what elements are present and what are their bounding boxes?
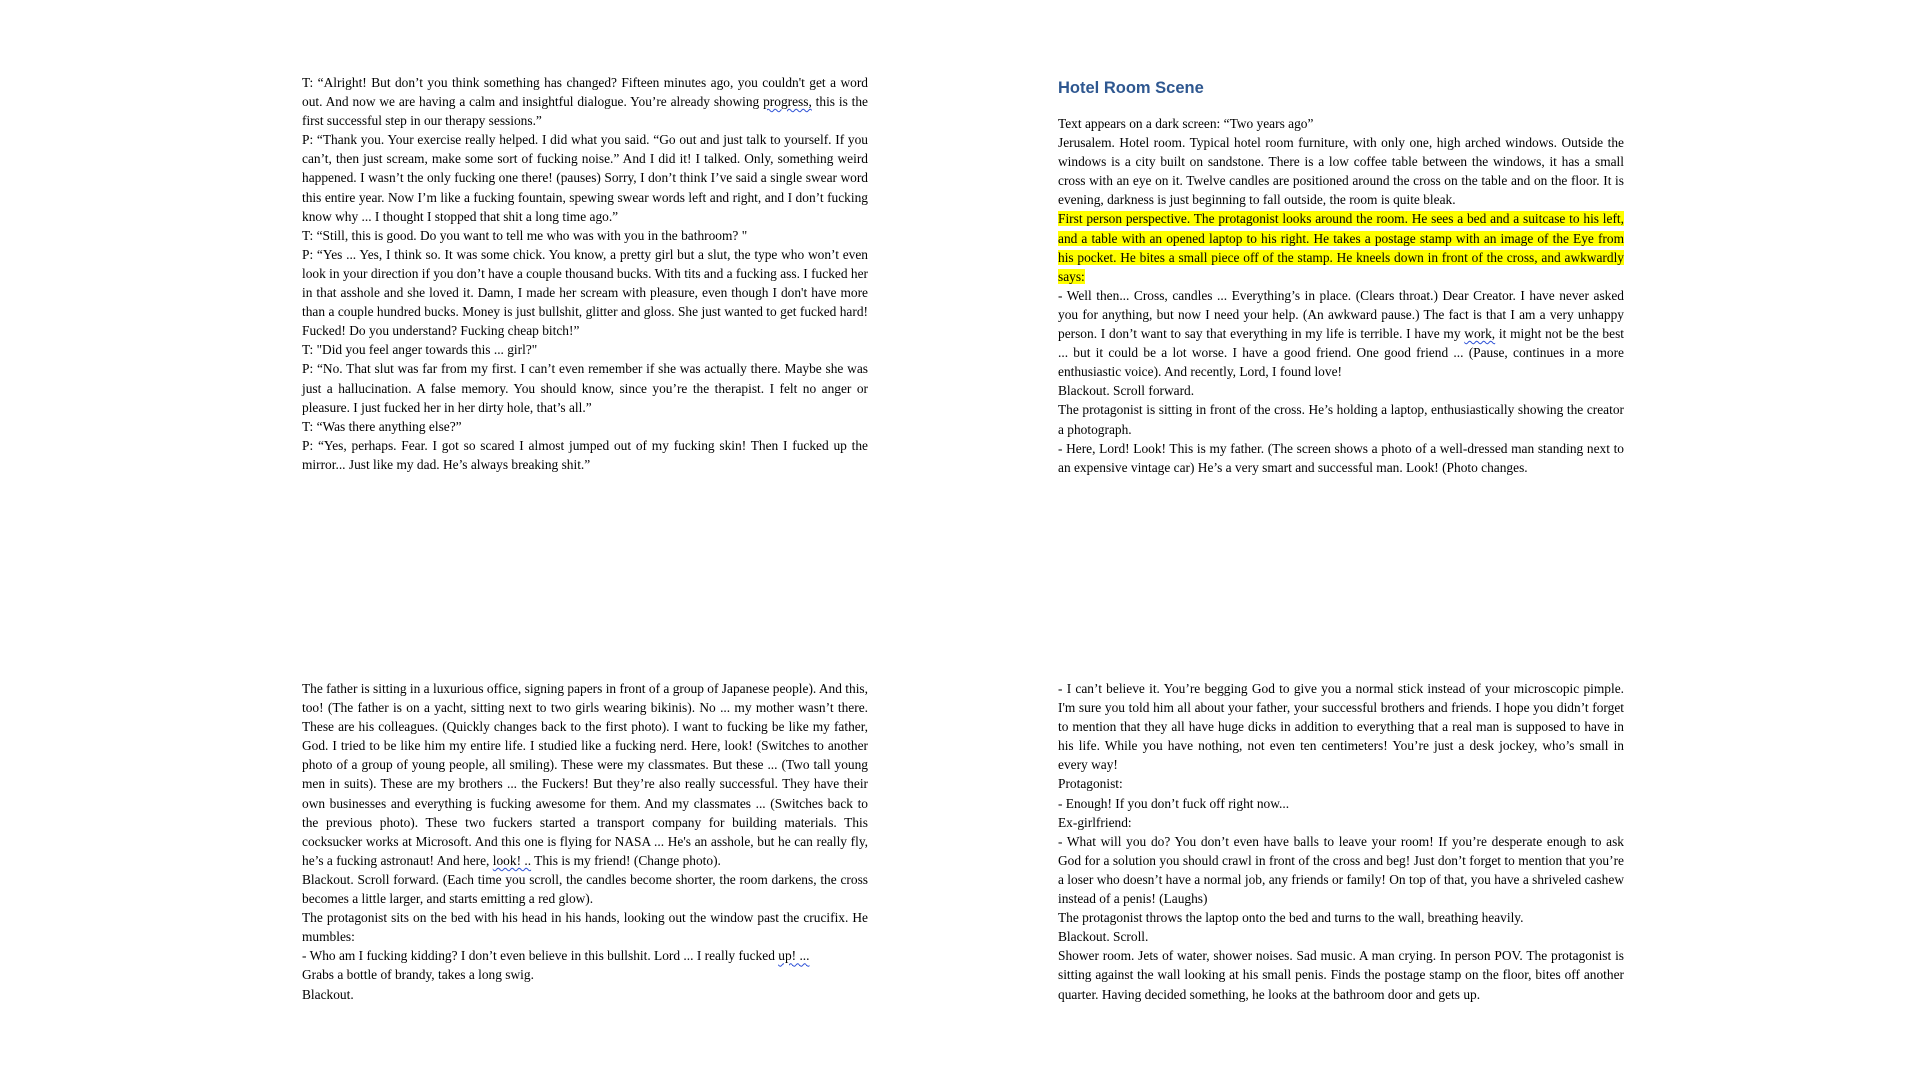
text-run: Blackout. Scroll forward.	[1058, 383, 1195, 399]
text-run: The protagonist throws the laptop onto the bed and turns to the wall, breathing heavily.	[1058, 910, 1524, 926]
text-run: T: “Alright! But don’t you think something has changed? Fifteen minutes ago, you couldn't get a word out. And now we are having a calm and insightful dialogue. You’re already showing	[302, 75, 868, 110]
text-run: P: “Thank you. Your exercise really helped. I did what you said. “Go out and just talk to yourself. If you can’t, then just scream, make some sort of fucking noise.” And I did it! I talked. Only, something weird happened. I wasn’t the only fucking one there! (pauses) Sorry, I don’t think I’ve said a single swear word this entire year. Now I’m like a fucking fountain, spewing swear words left and right, and I don’t fucking know why ... I thought I stopped that shit a long time ago.”	[302, 132, 868, 224]
paragraph	[1058, 439, 1624, 477]
paragraph	[1058, 774, 1624, 793]
paragraph	[1058, 908, 1624, 927]
paragraph	[302, 130, 868, 225]
text-run: - Enough! If you don’t fuck off right now...	[1058, 795, 1290, 811]
document-page-4	[1058, 679, 1624, 1004]
paragraph	[302, 340, 868, 359]
text-run: - Here, Lord! Look! This is my father. (The screen shows a photo of a well-dressed man standing next to an expensive vintage car) He’s a very smart and successful man. Look! (Photo changes.	[1058, 440, 1624, 475]
paragraph	[302, 870, 868, 908]
text-run: Text appears on a dark screen: “Two years ago”	[1058, 116, 1314, 131]
paragraph	[302, 946, 868, 965]
text-run: T: "Did you feel anger towards this ... girl?"	[302, 342, 538, 358]
text-run: The protagonist sits on the bed with his head in his hands, looking out the window past the crucifix. He mumbles:	[302, 910, 868, 945]
document-page-3	[302, 679, 868, 1004]
paragraph	[1058, 832, 1624, 908]
paragraph	[302, 226, 868, 245]
spellcheck-flag: work,	[1464, 326, 1496, 342]
text-run: Shower room. Jets of water, shower noises. Sad music. A man crying. In person POV. The protagonist is sitting against the wall looking at his small penis. Finds the postage stamp on the floor, bites off another quarter. Having decided something, he looks at the bathroom door and gets up.	[1058, 948, 1624, 1002]
highlighted-text: First person perspective. The protagonist looks around the room. He sees a bed and a suitcase to his left, and a table with an opened laptop to his right. He takes a postage stamp with an image of the Eye from his pocket. He bites a small piece off of the stamp. He kneels down in front of the cross, and awkwardly says:	[1058, 211, 1624, 284]
paragraph	[302, 985, 868, 1004]
paragraph	[1058, 381, 1624, 400]
document-page-1	[302, 73, 868, 474]
paragraph	[1058, 813, 1624, 832]
text-run: T: “Was there anything else?”	[302, 418, 462, 434]
paragraph	[1058, 927, 1624, 946]
paragraph	[302, 965, 868, 984]
text-run: - Who am I fucking kidding? I don’t even believe in this bullshit. Lord ... I really fucked	[302, 948, 779, 964]
text-run: P: “Yes ... Yes, I think so. It was some chick. You know, a pretty girl but a slut, the type who won’t even look in your direction if you don’t have a couple thousand bucks. With tits and a fucking ass. I fucked her in that asshole and she loved it. Damn, I made her scream with pleasure, even though I don't have more than a couple hundred bucks. Money is just bullshit, glitter and gloss. She just wanted to get fucked hard! Fucked! Do you understand? Fucking cheap bitch!”	[302, 246, 868, 339]
text-run: The father is sitting in a luxurious office, signing papers in front of a group of Japanese people). And this, too! (The father is on a yacht, sitting next to two girls wearing bikinis). No ... my mother wasn’t there. These are his colleagues. (Quickly changes back to the first photo). I want to fucking be like my father, God. I tried to be like him my entire life. I studied like a fucking nerd. Here, look! (Switches to another photo of a group of young people, all smiling). These were my classmates. But these ... (Two tall young men in suits). These are my brothers ... the Fuckers! But they’re also really successful. They have their own businesses and everything is fucking awesome for them. And my classmates ... (Switches back to the previous photo). These two fuckers started a transport company for building materials. This cocksucker works at Microsoft. And this one is flying for NASA ... He's an asshole, but he can really fly, he’s a fucking astronaut! And here,	[302, 681, 868, 868]
text-run: P: “Yes, perhaps. Fear. I got so scared I almost jumped out of my fucking skin! Then I fucked up the mirror... Just like my dad. He’s always breaking shit.”	[302, 437, 868, 472]
text-run: - Well then... Cross, candles ... Everything’s in place. (Clears throat.) Dear Creator. I have never asked you for anything, but now I need your help. (An awkward pause.) The fact is that I am a very unhappy person. I don’t want to say that everything in my life is terrible. I have my	[1058, 287, 1624, 342]
paragraph	[1058, 133, 1624, 209]
paragraph	[302, 359, 868, 416]
spellcheck-flag: up! ...	[778, 948, 810, 964]
scene-heading: Hotel Room Scene	[1058, 79, 1204, 97]
text-run: Grabs a bottle of brandy, takes a long swig.	[302, 967, 534, 983]
paragraph	[1058, 794, 1624, 813]
paragraph	[302, 417, 868, 436]
text-run: - What will you do? You don’t even have balls to leave your room! If you’re desperate enough to ask God for a solution you should crawl in front of the cross and beg! Just don’t forget to mention that you’re a loser who doesn’t have a normal job, any friends or family! On top of that, you have a shriveled cashew instead of a penis! (Laughs)	[1058, 833, 1624, 907]
text-run: - I can’t believe it. You’re begging God to give you a normal stick instead of your microscopic pimple. I'm sure you told him all about your father, your successful brothers and friends. I hope you didn’t forget to mention that they all have huge dicks in addition to everything that a real man is supposed to have in his life. While you have nothing, not even ten centimeters! You’re just a desk jockey, who’s small in every way!	[1058, 681, 1624, 773]
spellcheck-flag: progress,	[763, 94, 812, 110]
paragraph	[302, 908, 868, 946]
paragraph	[302, 679, 868, 870]
paragraph	[1058, 286, 1624, 381]
paragraph	[1058, 400, 1624, 438]
document-page-2	[1058, 78, 1624, 477]
text-run: Blackout. Scroll.	[1058, 929, 1149, 945]
text-run: Ex-girlfriend:	[1058, 814, 1132, 830]
text-run: Blackout. Scroll forward. (Each time you scroll, the candles become shorter, the room darkens, the cross becomes a little larger, and starts emitting a red glow).	[302, 871, 868, 907]
text-run: this is the first successful step in our therapy sessions.”	[302, 94, 868, 129]
text-run: Jerusalem. Hotel room. Typical hotel room furniture, with only one, high arched windows. Outside the windows is a city built on sandstone. There is a low coffee table between the windows, it has a small cross with an eye on it. Twelve candles are positioned around the cross on the table and on the floor. It is evening, darkness is just beginning to fall outside, the room is quite bleak.	[1058, 135, 1624, 208]
text-run: P: “No. That slut was far from my first. I can’t even remember if she was actually there. Maybe she was just a hallucination. A false memory. You should know, since you’re the therapist. I felt no anger or pleasure. I just fucked her in her dirty hole, that’s all.”	[302, 361, 868, 415]
text-run: Protagonist:	[1058, 776, 1123, 792]
text-run: Blackout.	[302, 986, 354, 1002]
paragraph	[302, 245, 868, 340]
paragraph	[302, 436, 868, 474]
paragraph	[1058, 946, 1624, 1003]
text-run: T: “Still, this is good. Do you want to tell me who was with you in the bathroom? "	[302, 227, 748, 243]
text-run: This is my friend! (Change photo).	[531, 852, 721, 868]
text-run: it might not be the best ... but it could be a lot worse. I have a good friend. One good friend ... (Pause, continues in a more enthusiastic voice). And recently, Lord, I found love!	[1058, 326, 1625, 380]
text-run: The protagonist is sitting in front of the cross. He’s holding a laptop, enthusiastically showing the creator a photograph.	[1058, 402, 1624, 437]
paragraph	[1058, 114, 1624, 133]
paragraph	[302, 73, 868, 130]
paragraph	[1058, 209, 1624, 285]
paragraph	[1058, 679, 1624, 774]
spellcheck-flag: look! ..	[492, 852, 532, 868]
